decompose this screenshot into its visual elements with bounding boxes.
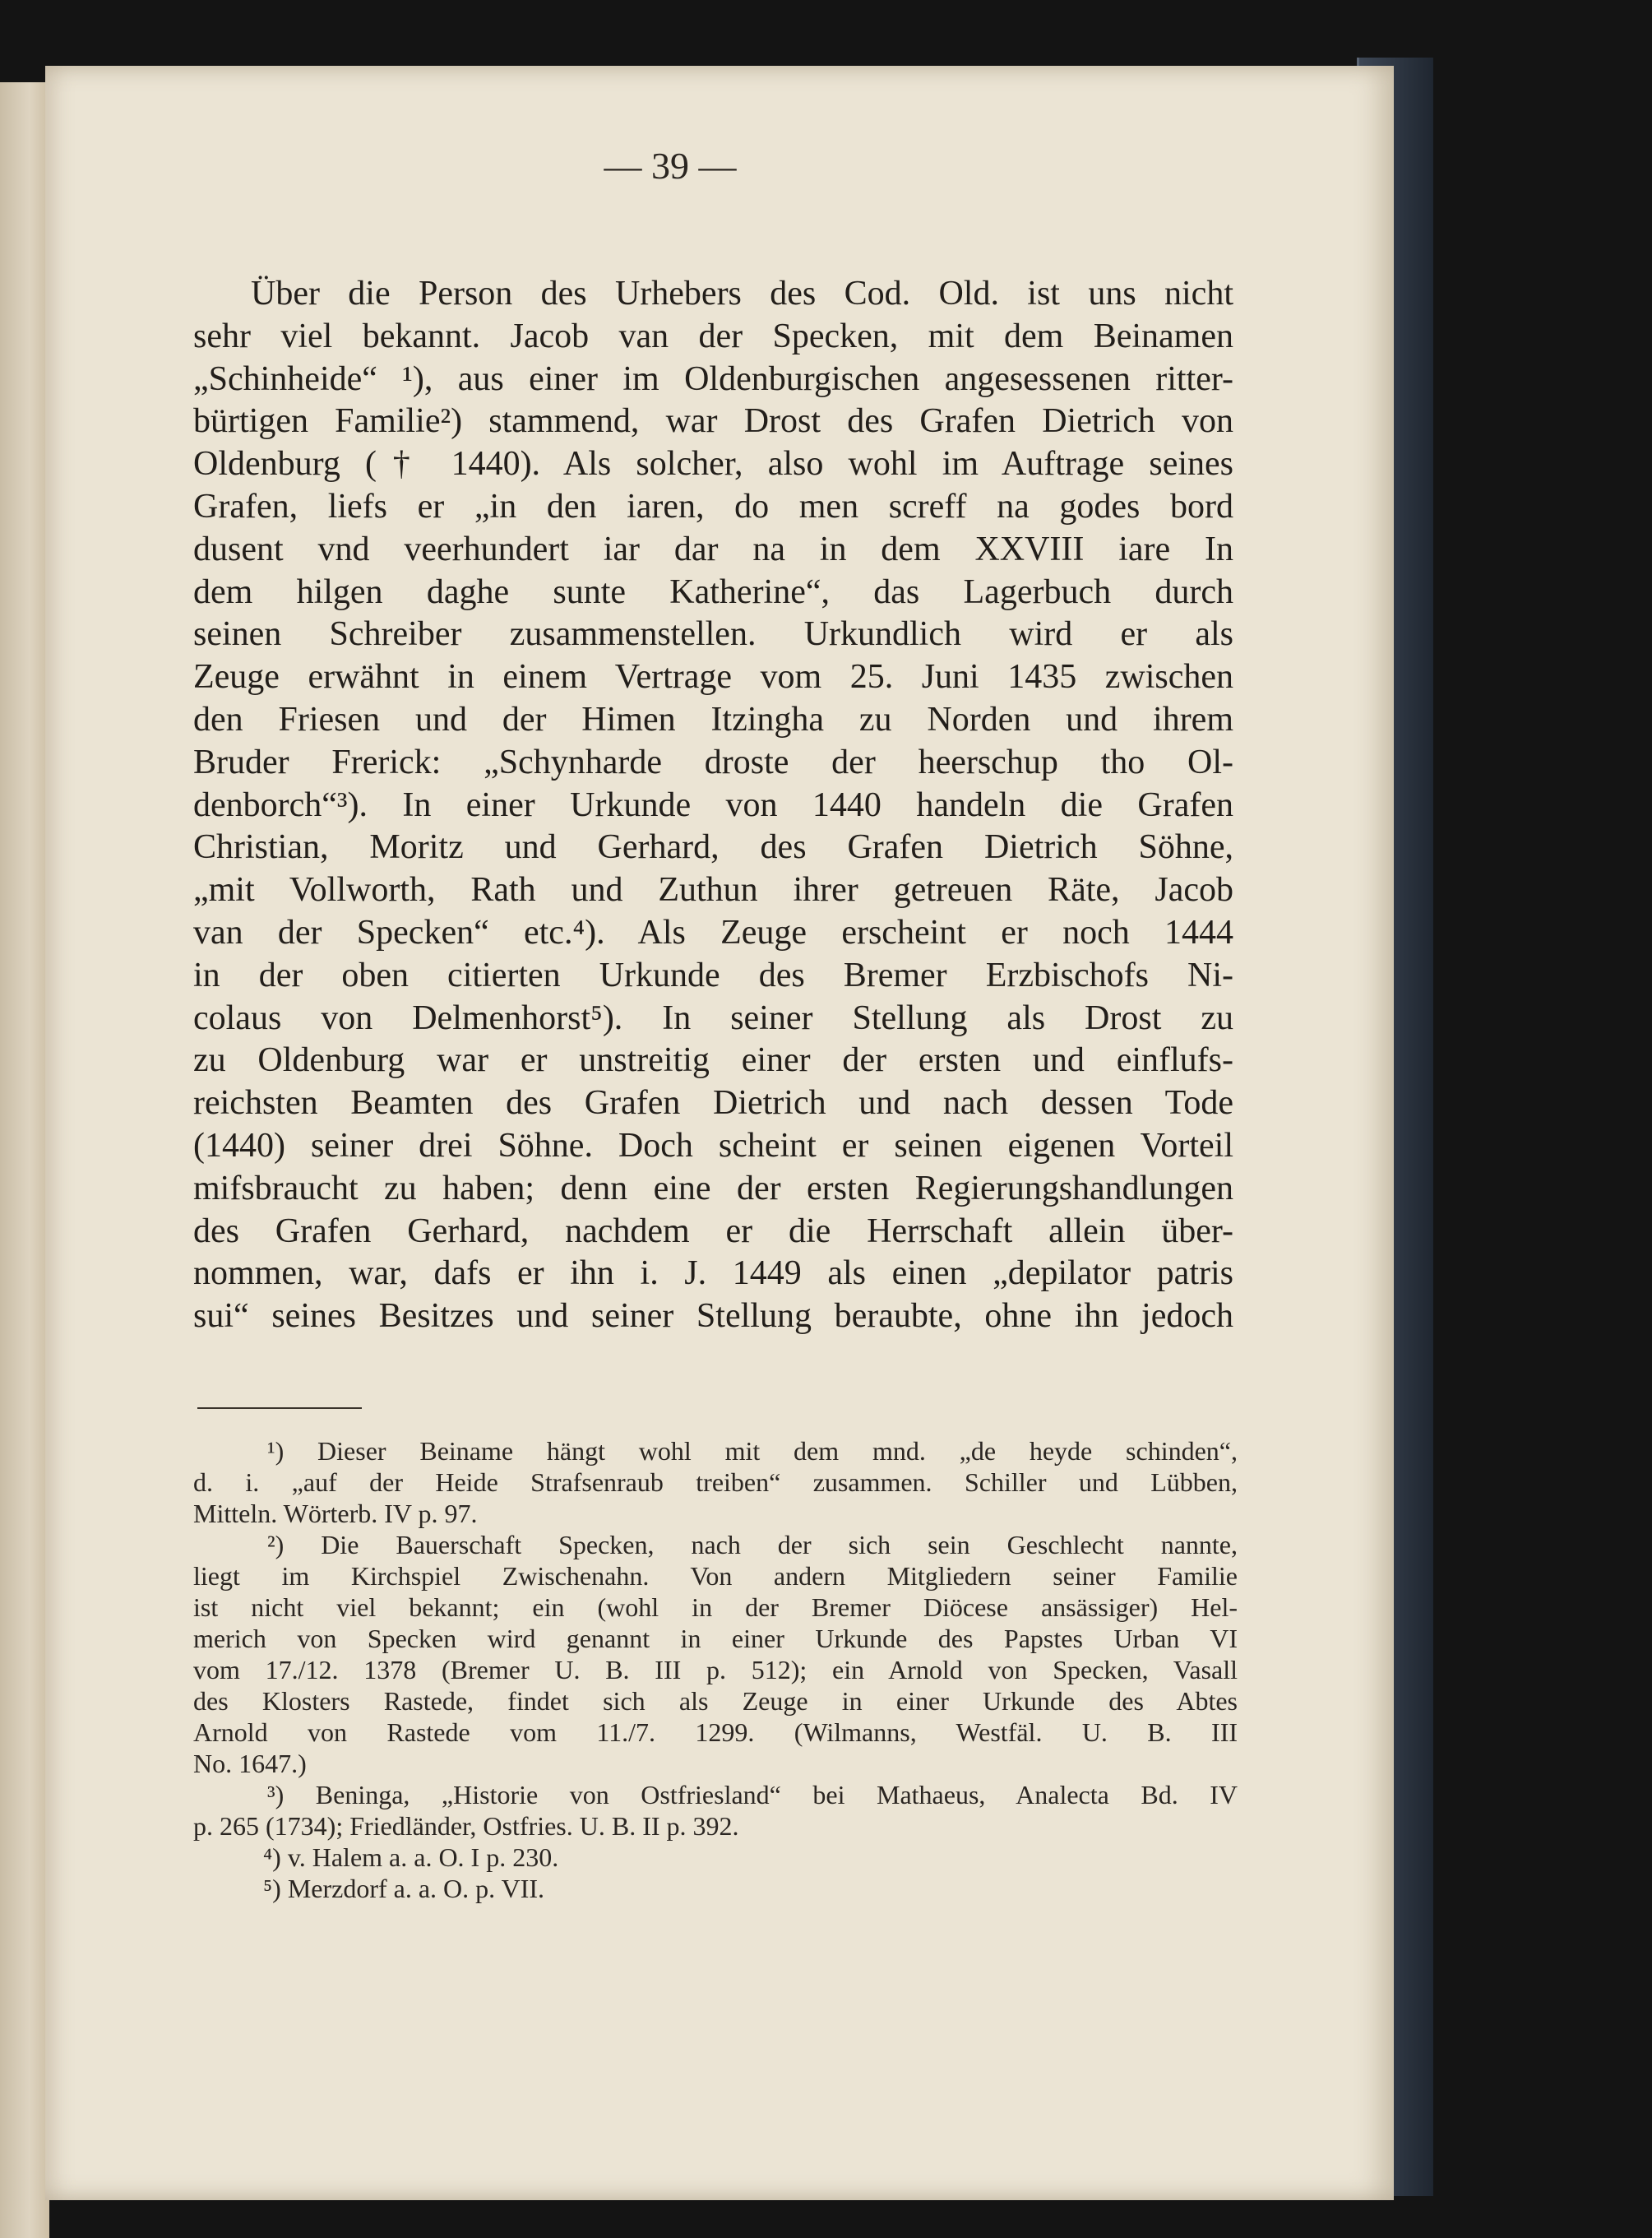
- footnote-line: d. i. „auf der Heide Strafsenraub treiben“ zusammen. Schiller und Lübben,: [193, 1467, 1238, 1497]
- footnote-line: Mitteln. Wörterb. IV p. 97.: [193, 1499, 478, 1528]
- footnote-line: des Klosters Rastede, findet sich als Zeuge in einer Urkunde des Abtes: [193, 1686, 1238, 1716]
- footnote-line: ⁵) Merzdorf a. a. O. p. VII.: [263, 1874, 544, 1903]
- body-line: mifsbraucht zu haben; denn eine der ersten Regierungshandlungen: [193, 1169, 1233, 1207]
- body-line: „Schinheide“ ¹), aus einer im Oldenburgischen angesessenen ritter-: [193, 359, 1233, 398]
- body-line: denborch“³). In einer Urkunde von 1440 handeln die Grafen: [193, 785, 1233, 824]
- body-line: den Friesen und der Himen Itzingha zu Norden und ihrem: [193, 700, 1233, 739]
- footnote-line: ³) Beninga, „Historie von Ostfriesland“ bei Mathaeus, Analecta Bd. IV: [267, 1780, 1238, 1809]
- body-line: des Grafen Gerhard, nachdem er die Herrschaft allein über-: [193, 1212, 1233, 1250]
- body-line: reichsten Beamten des Grafen Dietrich und nach dessen Tode: [193, 1084, 1233, 1123]
- body-line: zu Oldenburg war er unstreitig einer der ersten und einflufs-: [193, 1041, 1233, 1080]
- body-line: in der oben citierten Urkunde des Bremer Erzbischofs Ni-: [193, 956, 1233, 994]
- footnote-line: Arnold von Rastede vom 11./7. 1299. (Wilmanns, Westfäl. U. B. III: [193, 1717, 1238, 1747]
- footnote-line: ²) Die Bauerschaft Specken, nach der sich sein Geschlecht nannte,: [267, 1530, 1238, 1559]
- body-line: dusent vnd veerhundert iar dar na in dem XXVIII iare In: [193, 530, 1233, 568]
- footnote-line: liegt im Kirchspiel Zwischenahn. Von andern Mitgliedern seiner Familie: [193, 1561, 1238, 1591]
- body-line: van der Specken“ etc.⁴). Als Zeuge erscheint er noch 1444: [193, 913, 1233, 952]
- body-line: Bruder Frerick: „Schynharde droste der heerschup tho Ol-: [193, 743, 1233, 781]
- body-line: „mit Vollworth, Rath und Zuthun ihrer getreuen Räte, Jacob: [193, 871, 1233, 910]
- body-line: (1440) seiner drei Söhne. Doch scheint er seinen eigenen Vorteil: [193, 1126, 1233, 1165]
- body-line: Zeuge erwähnt in einem Vertrage vom 25. Juni 1435 zwischen: [193, 658, 1233, 697]
- footnote-separator: [197, 1407, 362, 1409]
- body-line: Grafen, liefs er „in den iaren, do men screff na godes bord: [193, 487, 1233, 526]
- facing-page-edge: [0, 82, 49, 2238]
- footnote-line: merich von Specken wird genannt in einer Urkunde des Papstes Urban VI: [193, 1624, 1238, 1653]
- footnote-line: ist nicht viel bekannt; ein (wohl in der Bremer Diöcese ansässiger) Hel-: [193, 1592, 1238, 1622]
- page-number: — 39 —: [604, 145, 737, 187]
- body-line: Oldenburg († 1440). Als solcher, also wohl im Auftrage seines: [193, 445, 1233, 484]
- body-line: dem hilgen daghe sunte Katherine“, das Lagerbuch durch: [193, 572, 1233, 611]
- body-line: sui“ seines Besitzes und seiner Stellung beraubte, ohne ihn jedoch: [193, 1297, 1233, 1336]
- footnote-line: ¹) Dieser Beiname hängt wohl mit dem mnd. „de heyde schinden“,: [267, 1436, 1238, 1466]
- body-line: colaus von Delmenhorst⁵). In seiner Stellung als Drost zu: [193, 999, 1233, 1037]
- footnote-line: No. 1647.): [193, 1749, 307, 1778]
- footnote-line: vom 17./12. 1378 (Bremer U. B. III p. 512); ein Arnold von Specken, Vasall: [193, 1655, 1238, 1684]
- body-line: seinen Schreiber zusammenstellen. Urkundlich wird er als: [193, 615, 1233, 654]
- body-line: nommen, war, dafs er ihn i. J. 1449 als einen „depilator patris: [193, 1254, 1233, 1293]
- body-text: [193, 273, 1233, 1338]
- body-line: sehr viel bekannt. Jacob van der Specken, mit dem Beinamen: [193, 317, 1233, 355]
- footnote-line: ⁴) v. Halem a. a. O. I p. 230.: [263, 1842, 559, 1872]
- footnote-line: p. 265 (1734); Friedländer, Ostfries. U. B. II p. 392.: [193, 1811, 739, 1841]
- body-line: Über die Person des Urhebers des Cod. Old. ist uns nicht: [251, 275, 1233, 313]
- body-line: Christian, Moritz und Gerhard, des Grafen Dietrich Söhne,: [193, 828, 1233, 867]
- body-line: bürtigen Familie²) stammend, war Drost des Grafen Dietrich von: [193, 402, 1233, 441]
- footnotes: [193, 1435, 1238, 1904]
